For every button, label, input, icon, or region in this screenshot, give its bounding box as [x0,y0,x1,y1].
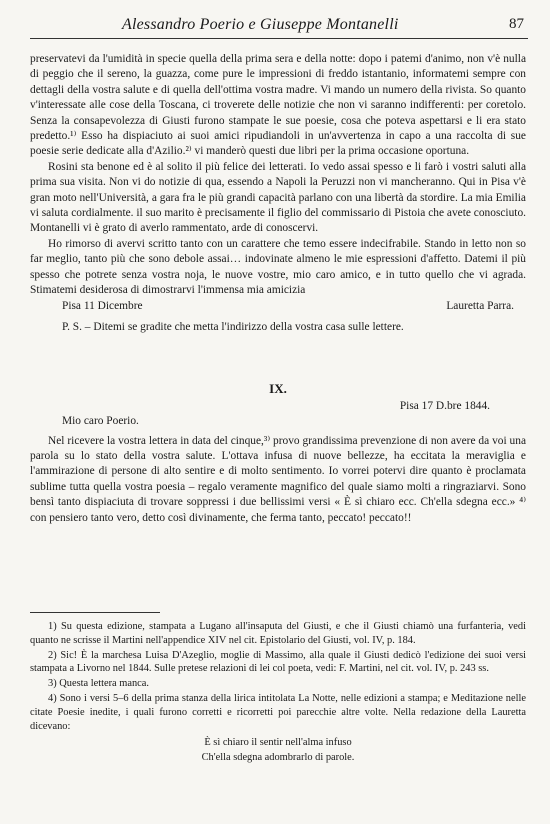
paragraph: Nel ricevere la vostra lettera in data del cinque,³⁾ provo grandissima prevenzione di non avere da voi una parola su lo stato della vostra salute. L'ottava infusa di nuove bellezze, ha eccitata la meraviglia e l'ammirazione di persone di alto sentire e di molto sentimento. Io vorrei potervi dire quanto è proclamata sublime tutta quella vostra poesia – regalo veramente magnifico del quale siamo molti a ringraziarvi. Sono bensì tanto dispiaciuta di trovare soppressi i due bellissimi versi « È sì chiaro ecc. Ch'ella sdegna ecc.» ⁴⁾ con pensiero tanto vero, detto così divinamente, che ferma tanto, peccato! peccato!! [30,434,526,524]
verse-line: È sì chiaro il sentir nell'alma infuso [204,737,352,749]
postscript: P. S. – Ditemi se gradite che metta l'indirizzo della vostra casa sulle lettere. [62,320,404,333]
footnotes [30,620,526,765]
page-number: 87 [509,16,524,32]
letter-dateline: Pisa 17 D.bre 1844. [399,399,490,412]
running-header [30,14,528,39]
signature-line [30,299,526,314]
footnote: 3) Questa lettera manca. [48,678,149,690]
footnote: 2) Sic! È la marchesa Luisa D'Azeglio, moglie di Massimo, alla quale il Giusti dedicò l'edizione dei suoi versi stampata a Livorno nel 1844. Sulle pretese relazioni di lei col poeta, vedi: F. Martini, nel cit. vol. IV, p. 243 ss. [30,649,526,675]
letter-signature: Lauretta Parra. [446,299,514,312]
footnote-divider [30,612,160,613]
paragraph: Ho rimorso di avervi scritto tanto con un carattere che temo essere indecifrabile. Stando in letto non so far meglio, tanto più che sono debole assai… indovinate almeno le mie espressioni d'affetto. Datemi il più spesso che potrete senza vostra noja, le nuove vostre, mio caro amico, e in tutto quello che vi agrada. Stimatemi desiderosa di dimostrarvi l'immensa mia amicizia [30,237,526,297]
running-title: Alessandro Poerio e Giuseppe Montanelli [122,16,399,33]
main-text [30,52,526,526]
letter-salutation: Mio caro Poerio. [62,415,139,428]
letter-place-date: Pisa 11 Dicembre [62,299,143,312]
paragraph: Rosini sta benone ed è al solito il più felice dei letterati. Io vedo assai spesso e li farò i vostri saluti alla prima sua visita. Non vi do notizie di qua, essendo a Napoli la Peruzzi non vi mancheranno. Qui in Pisa v'è gran moto nell'Università, a gara fra le più grandi capacità parlano con una libertà da stordire. La mia Emilia vi saluta cordialmente. il suo marito è precisamente il figlio del commissario di Pistoia che avete conosciuto. Montanelli vi è grato di averlo rammentato, arde di conoscervi. [30,160,526,235]
quoted-verse [30,736,526,765]
verse-line: Ch'ella sdegna adombrarlo di parole. [201,751,355,763]
footnote: 1) Su questa edizione, stampata a Lugano all'insaputa del Giusti, e che il Giusti chiamò una furfanteria, vedi quanto ne scrisse il Martini nell'appendice XIV nel cit. Epistolario del Giusti, vol. IV, p. 184. [30,621,526,646]
letter-number: IX. [269,381,287,397]
paragraph: preservatevi da l'umidità in specie quella della prima sera e della notte: dopo i patemi d'animo, non v'è nulla di peggio che il sereno, la guazza, come pure le impressioni di freddo istantanio, informatemi sempre con dettagli della vostra salute e di quella dell'ottima vostra madre. Vi mando un numero della rivista. So quanto v'interessate alle cose della Toscana, ci troverete delle notizie che non vi saranno indifferenti: per coretolo. Senza la consapevolezza di Giusti furono stampate le sue poesie, cosa che poteva aspettarsi e li era stato predetto.¹⁾ Esso ha dispiaciuto ai suoi amici ripudiandoli in un'avvertenza in capo a una raccolta di sue poesie serie dedicate alla d'Azilio.²⁾ vi manderò questi due libri per la prima occasione oportuna. [30,53,526,158]
footnote: 4) Sono i versi 5–6 della prima stanza della lirica intitolata La Notte, nelle edizioni a stampa; e Meditazione nelle citate Poesie inedite, i quali furono corretti e ricorretti poi parecchie altre volte. Nella redazione della Lauretta dicevano: [30,692,526,732]
